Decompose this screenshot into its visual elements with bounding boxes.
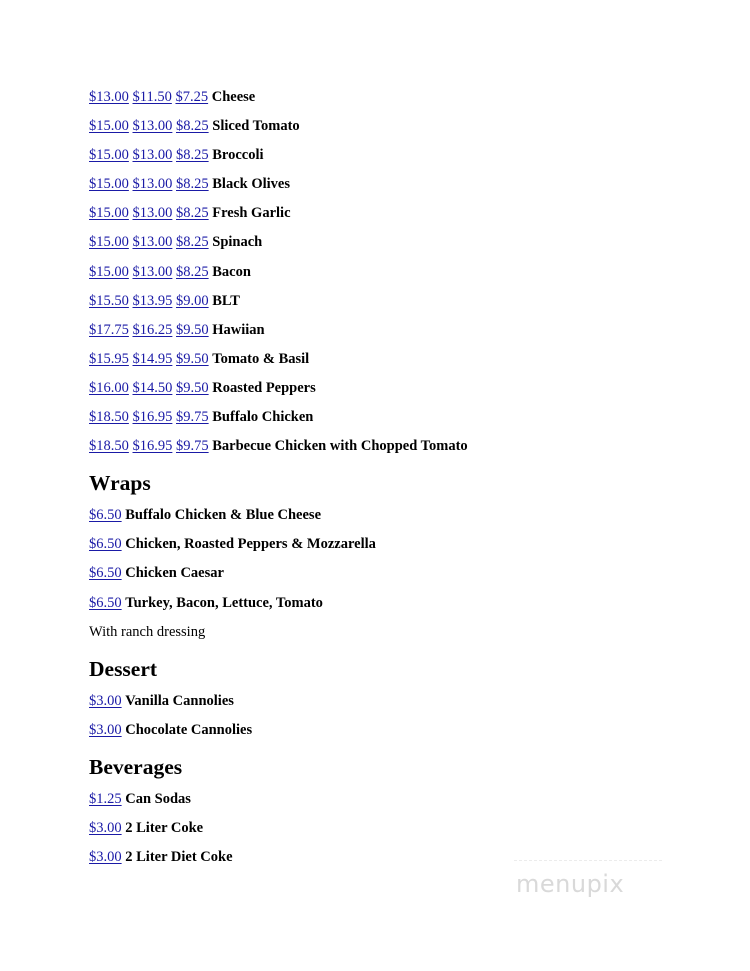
item-name: Tomato & Basil: [212, 350, 310, 367]
price-link[interactable]: $8.25: [176, 205, 209, 222]
item-name: Roasted Peppers: [212, 379, 316, 396]
menu-item: [89, 348, 729, 377]
item-name: Broccoli: [212, 147, 264, 164]
menu-item: [89, 592, 729, 621]
price-link[interactable]: $13.00: [132, 205, 173, 222]
price-link[interactable]: $16.25: [132, 321, 173, 338]
section-heading: Beverages: [89, 754, 183, 779]
price-link[interactable]: $17.75: [89, 321, 129, 338]
price-link[interactable]: $8.25: [176, 234, 209, 251]
price-link[interactable]: $16.95: [132, 438, 173, 455]
price-link[interactable]: $8.25: [176, 263, 209, 280]
price-link[interactable]: $3.00: [89, 819, 122, 836]
item-name: Barbecue Chicken with Chopped Tomato: [212, 438, 468, 455]
menu-item: [89, 817, 729, 846]
price-link[interactable]: $6.50: [89, 507, 122, 524]
menu-item: [89, 144, 729, 173]
menu-item: [89, 719, 729, 748]
price-link[interactable]: $8.25: [176, 118, 209, 135]
item-name: Spinach: [212, 234, 263, 251]
price-link[interactable]: $9.50: [176, 379, 209, 396]
watermark-divider: [514, 860, 662, 861]
price-link[interactable]: $9.00: [176, 292, 209, 309]
price-link[interactable]: $3.00: [89, 849, 122, 866]
price-link[interactable]: $3.00: [89, 692, 122, 709]
price-link[interactable]: $8.25: [176, 147, 209, 164]
price-link[interactable]: $18.50: [89, 409, 129, 426]
price-link[interactable]: $6.50: [89, 594, 122, 611]
menu-item: [89, 504, 729, 533]
item-name: 2 Liter Coke: [125, 819, 204, 836]
item-name: Hawiian: [212, 321, 265, 338]
item-name: Chicken Caesar: [125, 565, 224, 582]
section-heading: Wraps: [89, 471, 151, 496]
menu-item: [89, 231, 729, 260]
item-name: Can Sodas: [125, 790, 191, 807]
price-link[interactable]: $16.95: [132, 409, 173, 426]
price-link[interactable]: $13.00: [132, 176, 173, 193]
price-link[interactable]: $15.00: [89, 118, 129, 135]
menu-item: [89, 115, 729, 144]
price-link[interactable]: $9.75: [176, 409, 209, 426]
item-name: Turkey, Bacon, Lettuce, Tomato: [125, 594, 323, 611]
item-name: Vanilla Cannolies: [125, 692, 234, 709]
menupix-watermark: menupix: [516, 870, 625, 898]
price-link[interactable]: $1.25: [89, 790, 122, 807]
price-link[interactable]: $6.50: [89, 536, 122, 553]
price-link[interactable]: $16.00: [89, 379, 129, 396]
item-name: Buffalo Chicken & Blue Cheese: [125, 507, 321, 524]
menu-item: [89, 690, 729, 719]
menu-item: [89, 435, 729, 464]
item-name: Fresh Garlic: [212, 205, 291, 222]
price-link[interactable]: $9.75: [176, 438, 209, 455]
menu-item: [89, 562, 729, 591]
price-link[interactable]: $9.50: [176, 350, 209, 367]
price-link[interactable]: $9.50: [176, 321, 209, 338]
price-link[interactable]: $15.00: [89, 147, 129, 164]
item-name: BLT: [212, 292, 240, 309]
price-link[interactable]: $15.00: [89, 205, 129, 222]
price-link[interactable]: $15.95: [89, 350, 129, 367]
price-link[interactable]: $11.50: [132, 89, 172, 105]
item-name: Buffalo Chicken: [212, 409, 314, 426]
price-link[interactable]: $13.00: [132, 118, 173, 135]
price-link[interactable]: $18.50: [89, 438, 129, 455]
menu-item: [89, 202, 729, 231]
menu-item: [89, 377, 729, 406]
menu-item: [89, 788, 729, 817]
menu-item: [89, 261, 729, 290]
item-name: Chocolate Cannolies: [125, 721, 253, 738]
pizza-list: [89, 86, 729, 464]
price-link[interactable]: $7.25: [175, 89, 209, 105]
menu-sections: [89, 466, 729, 875]
section-heading: Dessert: [89, 656, 158, 681]
menu-item: [89, 86, 729, 115]
menu-item: [89, 533, 729, 562]
menu-item: [89, 173, 729, 202]
menu-item: [89, 406, 729, 435]
item-name: Bacon: [212, 263, 251, 280]
item-name: Cheese: [211, 89, 256, 105]
price-link[interactable]: $13.00: [132, 147, 173, 164]
item-name: Chicken, Roasted Peppers & Mozzarella: [125, 536, 376, 553]
price-link[interactable]: $8.25: [176, 176, 209, 193]
price-link[interactable]: $15.00: [89, 234, 129, 251]
price-link[interactable]: $13.95: [132, 292, 173, 309]
price-link[interactable]: $15.00: [89, 176, 129, 193]
menu-page: [89, 86, 729, 875]
menu-item: [89, 319, 729, 348]
menu-item: [89, 290, 729, 319]
price-link[interactable]: $15.50: [89, 292, 129, 309]
price-link[interactable]: $13.00: [132, 234, 173, 251]
price-link[interactable]: $14.95: [132, 350, 173, 367]
price-link[interactable]: $6.50: [89, 565, 122, 582]
item-name: 2 Liter Diet Coke: [125, 849, 233, 866]
price-link[interactable]: $15.00: [89, 263, 129, 280]
section-note: With ranch dressing: [89, 623, 206, 640]
price-link[interactable]: $14.50: [132, 379, 173, 396]
item-name: Black Olives: [212, 176, 290, 193]
price-link[interactable]: $13.00: [132, 263, 173, 280]
item-name: Sliced Tomato: [212, 118, 300, 135]
price-link[interactable]: $13.00: [89, 89, 129, 105]
price-link[interactable]: $3.00: [89, 721, 122, 738]
